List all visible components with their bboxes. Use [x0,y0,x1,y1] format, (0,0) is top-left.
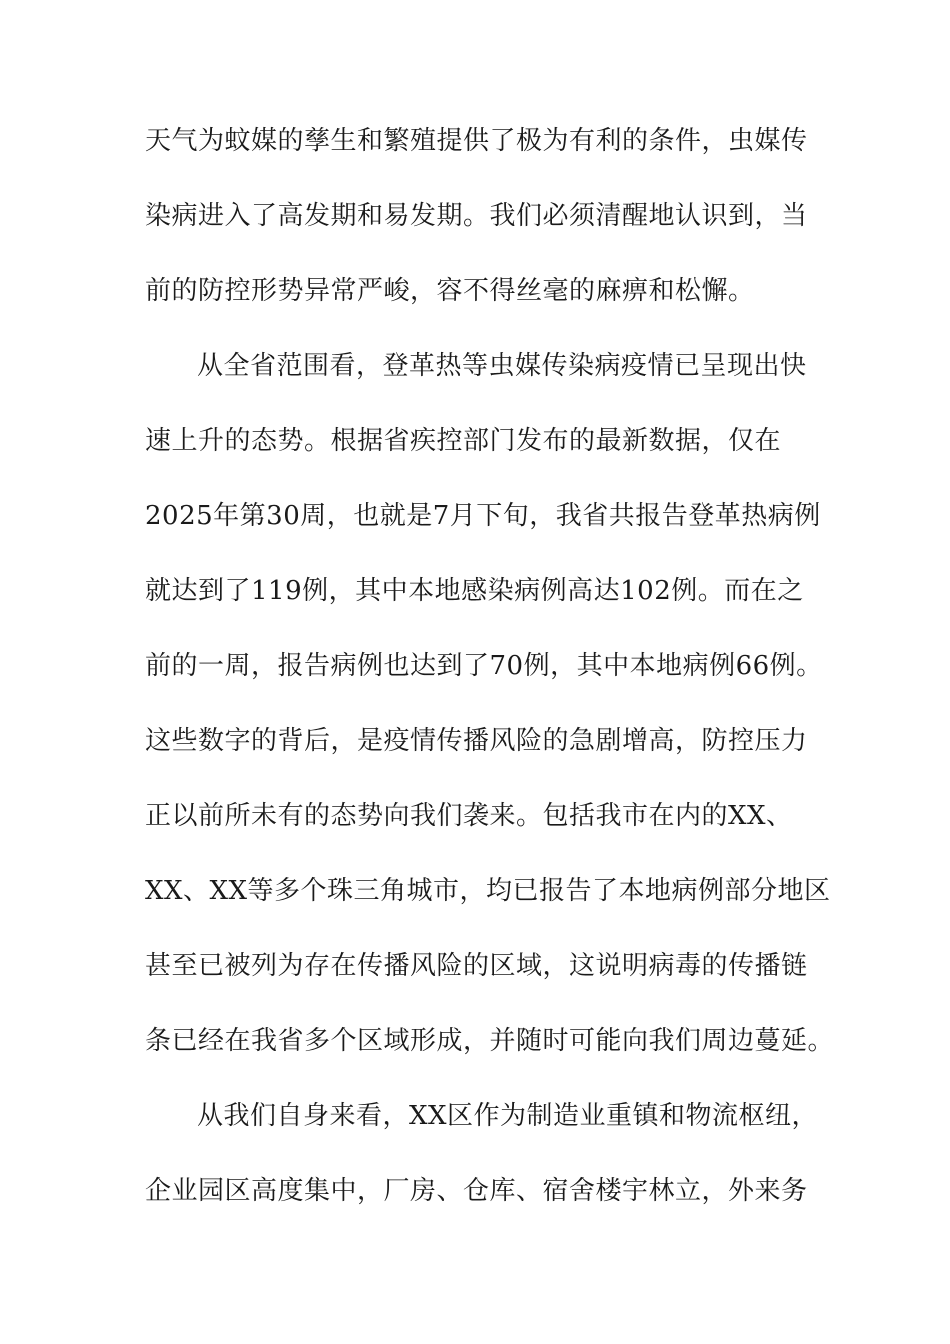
paragraph-2-line-6: 这些数字的背后，是疫情传播风险的急剧增高，防控压力 [145,726,808,756]
paragraph-2-line-7: 正以前所未有的态势向我们袭来。包括我市在内的XX、 [145,801,793,831]
paragraph-1-line-3: 前的防控形势异常严峻，容不得丝毫的麻痹和松懈。 [145,276,755,306]
paragraph-2-line-5: 前的一周，报告病例也达到了70例，其中本地病例66例。 [145,651,823,681]
paragraph-2-line-10: 条已经在我省多个区域形成，并随时可能向我们周边蔓延。 [145,1026,835,1056]
paragraph-3-line-1: 从我们自身来看，XX区作为制造业重镇和物流枢纽， [197,1101,819,1131]
paragraph-2-line-9: 甚至已被列为存在传播风险的区域，这说明病毒的传播链 [145,951,808,981]
paragraph-3-line-2: 企业园区高度集中，厂房、仓库、宿舍楼宇林立，外来务 [145,1176,808,1206]
paragraph-1-line-1: 天气为蚊媒的孳生和繁殖提供了极为有利的条件，虫媒传 [145,126,808,156]
paragraph-2-line-1: 从全省范围看，登革热等虫媒传染病疫情已呈现出快 [197,351,807,381]
paragraph-2-line-2: 速上升的态势。根据省疾控部门发布的最新数据，仅在 [145,426,782,456]
paragraph-2-line-4: 就达到了119例，其中本地感染病例高达102例。而在之 [145,576,804,606]
paragraph-2-line-8: XX、XX等多个珠三角城市，均已报告了本地病例部分地区 [145,876,831,906]
paragraph-1-line-2: 染病进入了高发期和易发期。我们必须清醒地认识到，当 [145,201,808,231]
paragraph-2-line-3: 2025年第30周，也就是7月下旬，我省共报告登革热病例 [145,501,821,531]
